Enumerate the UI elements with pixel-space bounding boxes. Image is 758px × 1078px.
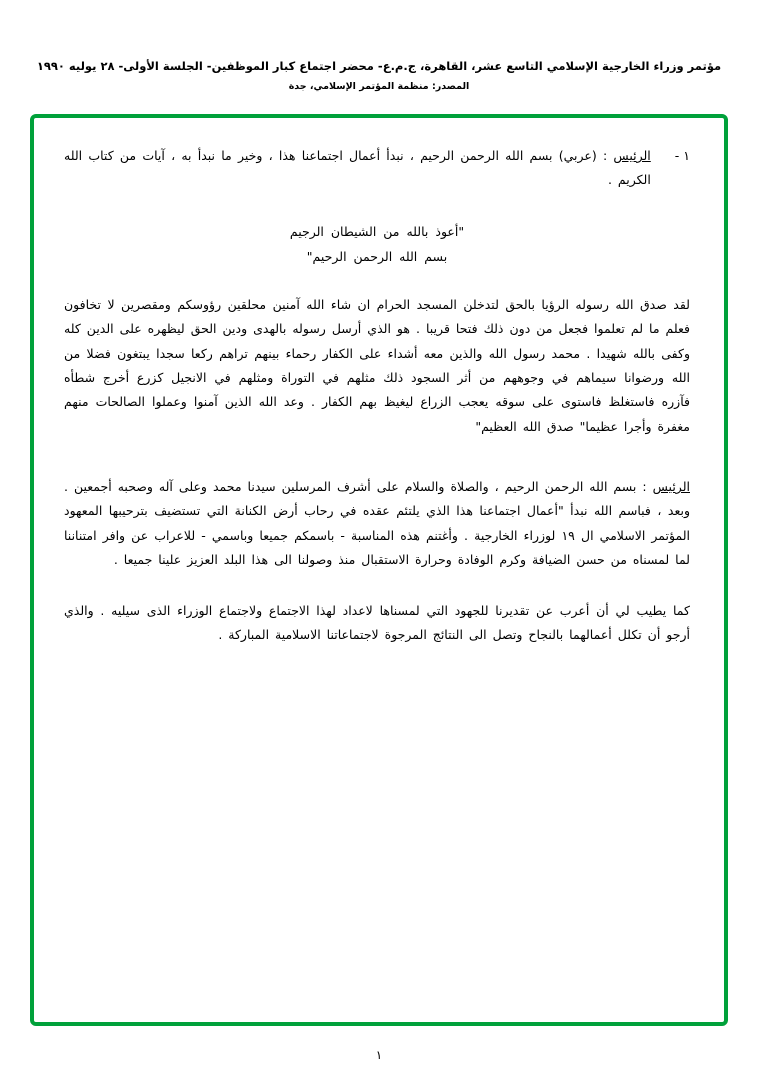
document-header <box>0 58 758 92</box>
numbered-item-1 <box>58 144 690 193</box>
speaker-label-1: الرئيس <box>613 148 651 163</box>
speaker-separator-2: : <box>636 479 653 494</box>
document-content <box>58 144 690 1012</box>
spacer-2 <box>64 589 690 599</box>
page-number: ١ <box>375 1048 383 1062</box>
green-border-frame <box>30 114 728 1026</box>
speaker-separator-1: : <box>596 148 614 163</box>
item-body <box>58 144 669 193</box>
paragraph-3-block <box>58 475 690 573</box>
paragraph-1-text: بسم الله الرحمن الرحيم ، نبدأ أعمال اجتماعنا هذا ، وخير ما نبدأ به ، آيات من كتاب الله الكريم . <box>58 148 651 188</box>
speaker-paragraph-1 <box>58 144 651 193</box>
header-title: مؤتمر وزراء الخارجية الإسلامي التاسع عشر، القاهرة، ج.م.ع- محضر اجتماع كبار الموظفين- الجلسة الأولى- ٢٨ يوليه ١٩٩٠ <box>36 59 722 73</box>
speaker-paragraph-2 <box>58 475 690 573</box>
spacer <box>64 455 690 475</box>
quote-line-1: "أعوذ بالله من الشيطان الرجيم <box>289 223 465 239</box>
header-source: المصدر: منظمة المؤتمر الإسلامي، جدة <box>288 81 470 93</box>
quran-invocation <box>64 219 690 269</box>
paragraph-4-block <box>58 599 690 648</box>
paragraph-2-block <box>58 293 690 439</box>
quote-line-2: بسم الله الرحمن الرحيم" <box>306 248 448 264</box>
item-number: ١ - <box>674 148 690 163</box>
opening-note: (عربي) <box>558 148 597 163</box>
paragraph-4-text: كما يطيب لي أن أعرب عن تقديرنا للجهود التي لمسناها لاعداد لهذا الاجتماع ولاجتماع الوزراء الذى سيليه . والذي أرجو أن تكلل أعمالهما بالنجاح وتصل الى النتائج المرجوة لاجتماعاتنا الاسلامية المباركة . <box>58 602 690 642</box>
speaker-label-2: الرئيس <box>652 479 690 494</box>
paragraph-3-text: بسم الله الرحمن الرحيم ، والصلاة والسلام على أشرف المرسلين سيدنا محمد وعلى آله وصحبه أجمعين . وبعد ، فباسم الله نبدأ "أعمال اجتماعنا هذا الذي يلتئم عقده في رحاب أرض الكنانة التي تستضيف بترحيبها المعهود المؤتمر الاسلامي ال ١٩ لوزراء الخارجية . وأغتنم هذه المناسبة - باسمكم جميعا وباسمي - للاعراب عن وافر امتناننا لما لمسناه من حسن الضيافة وكرم الوفادة وحرارة الاستقبال منذ وصولنا الى هذا البلد العزيز علينا جميعا . <box>58 479 690 568</box>
paragraph-2-text: لقد صدق الله رسوله الرؤيا بالحق لتدخلن المسجد الحرام ان شاء الله آمنين محلقين رؤوسكم ومقصرين لا تخافون فعلم ما لم تعلموا فجعل من دون ذلك فتحا قريبا . هو الذي أرسل رسوله بالهدى ودين الحق ليظهره على الدين كله وكفى بالله شهيدا . محمد رسول الله والذين معه أشداء على الكفار رحماء بينهم تراهم ركعا سجدا يبتغون فضلا من الله ورضوانا سيماهم في وجوههم من أثر السجود ذلك مثلهم في التوراة ومثلهم في الانجيل كزرع أخرج شطأه فآزره فاستغلظ فاستوى على سوقه يعجب الزراع ليغيظ بهم الكفار . وعد الله الذين آمنوا وعملوا الصالحات منهم مغفرة وأجرا عظيما" صدق الله العظيم" <box>58 296 690 434</box>
